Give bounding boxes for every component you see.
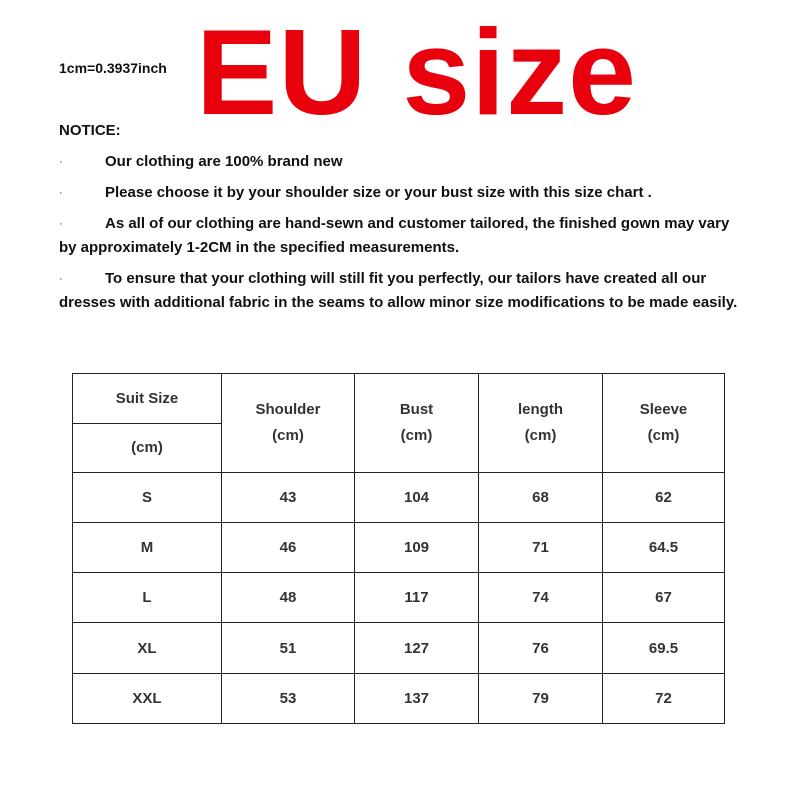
size-header-unit: (cm) bbox=[73, 424, 222, 472]
table-row bbox=[73, 522, 725, 572]
cell-bust: 137 bbox=[355, 673, 479, 723]
column-header-name: length bbox=[518, 400, 563, 418]
cell-size: M bbox=[73, 522, 222, 572]
notice-heading: NOTICE: bbox=[59, 122, 121, 139]
cell-shoulder: 43 bbox=[222, 472, 355, 522]
notice-item-text: As all of our clothing are hand-sewn and customer tailored, the finished gown may vary by approximately 1-2CM in the specified measurements. bbox=[59, 215, 730, 256]
bullet-icon: · bbox=[59, 156, 63, 168]
cell-size: L bbox=[73, 573, 222, 623]
column-header-name: Sleeve bbox=[639, 400, 688, 418]
table-row bbox=[73, 573, 725, 623]
column-header-unit: (cm) bbox=[272, 426, 304, 444]
notice-list bbox=[59, 150, 749, 322]
cell-bust: 127 bbox=[355, 623, 479, 673]
cell-bust: 117 bbox=[355, 573, 479, 623]
cell-shoulder: 48 bbox=[222, 573, 355, 623]
cell-length: 71 bbox=[479, 522, 603, 572]
table-row bbox=[73, 623, 725, 673]
cell-sleeve: 67 bbox=[603, 573, 725, 623]
cell-length: 74 bbox=[479, 573, 603, 623]
column-header-shoulder bbox=[222, 374, 355, 473]
bullet-icon: · bbox=[59, 273, 63, 285]
column-header-bust bbox=[355, 374, 479, 473]
table-row bbox=[73, 673, 725, 723]
cell-bust: 109 bbox=[355, 522, 479, 572]
cell-size: S bbox=[73, 472, 222, 522]
cell-shoulder: 53 bbox=[222, 673, 355, 723]
size-chart-table bbox=[72, 373, 725, 724]
bullet-icon: · bbox=[59, 218, 63, 230]
cell-sleeve: 69.5 bbox=[603, 623, 725, 673]
notice-item-text: Our clothing are 100% brand new bbox=[105, 153, 343, 170]
size-header-label: Suit Size bbox=[73, 374, 222, 424]
notice-item bbox=[59, 267, 749, 315]
notice-item bbox=[59, 181, 749, 205]
notice-item-text: To ensure that your clothing will still fit you perfectly, our tailors have created all our dresses with additional fabric in the seams to allow minor size modifications to be made easily. bbox=[59, 270, 738, 311]
cell-sleeve: 64.5 bbox=[603, 522, 725, 572]
table-row bbox=[73, 472, 725, 522]
unit-conversion-note: 1cm=0.3937inch bbox=[59, 60, 167, 76]
notice-item bbox=[59, 150, 749, 174]
cell-sleeve: 72 bbox=[603, 673, 725, 723]
column-header-name: Shoulder bbox=[255, 400, 321, 418]
cell-length: 79 bbox=[479, 673, 603, 723]
column-header-unit: (cm) bbox=[400, 426, 433, 444]
column-header-length bbox=[479, 374, 603, 473]
cell-sleeve: 62 bbox=[603, 472, 725, 522]
column-header-unit: (cm) bbox=[647, 426, 680, 444]
bullet-icon: · bbox=[59, 187, 63, 199]
cell-shoulder: 51 bbox=[222, 623, 355, 673]
column-header-name: Bust bbox=[399, 400, 434, 418]
notice-item bbox=[59, 212, 749, 260]
column-header-sleeve bbox=[603, 374, 725, 473]
cell-size: XXL bbox=[73, 673, 222, 723]
cell-length: 76 bbox=[479, 623, 603, 673]
cell-shoulder: 46 bbox=[222, 522, 355, 572]
column-header-unit: (cm) bbox=[524, 426, 557, 444]
notice-item-text: Please choose it by your shoulder size or your bust size with this size chart . bbox=[105, 184, 652, 201]
cell-length: 68 bbox=[479, 472, 603, 522]
cell-size: XL bbox=[73, 623, 222, 673]
cell-bust: 104 bbox=[355, 472, 479, 522]
page-title: EU size bbox=[196, 4, 637, 140]
